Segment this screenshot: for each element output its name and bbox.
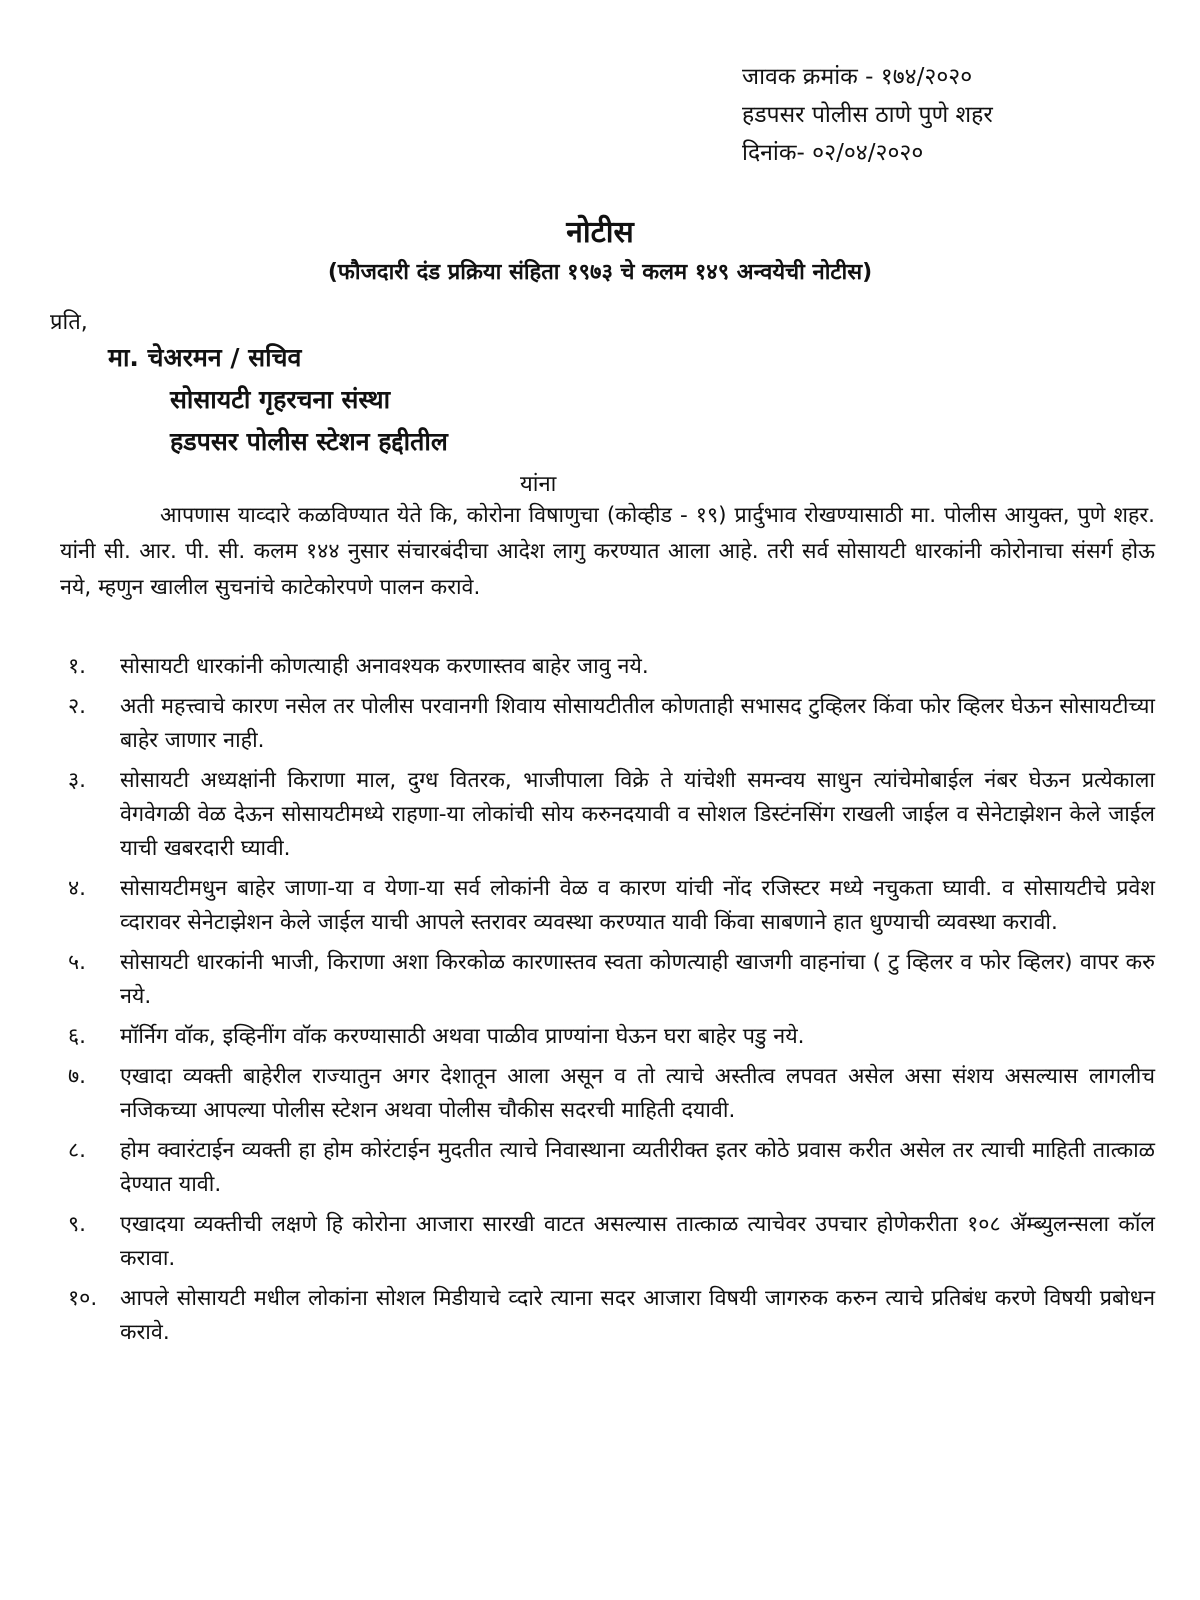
notice-subtitle: (फौजदारी दंड प्रक्रिया संहिता १९७३ चे कलम १४९ अन्वयेची नोटीस) [327, 260, 873, 285]
reference-block [742, 58, 993, 172]
rule-number: ४. [68, 876, 87, 901]
recipient-suffix: यांना [520, 472, 557, 497]
rule-text: एखादया व्यक्तीची लक्षणे हि कोरोना आजारा सारखी वाटत असल्यास तात्काळ त्याचेवर उपचार होणेकरीता १०८ ॲम्ब्युलन्सला कॉल करावा. [120, 1212, 1155, 1271]
police-station: हडपसर पोलीस ठाणे पुणे शहर [742, 102, 993, 128]
rules-list [60, 650, 1155, 1356]
rule-text: सोसायटी धारकांनी कोणत्याही अनावश्यक करणास्तव बाहेर जावु नये. [120, 654, 649, 679]
list-item [60, 946, 1155, 1014]
rule-number: ६. [68, 1024, 87, 1049]
rule-number: १. [68, 654, 87, 679]
rule-text: एखादा व्यक्ती बाहेरील राज्यातुन अगर देशातून आला असून व तो त्याचे अस्तीत्व लपवत असेल असा संशय असल्यास लागलीच नजिकच्या आपल्या पोलीस स्टेशन अथवा पोलीस चौकीस सदरची माहिती दयावी. [120, 1064, 1155, 1123]
rule-number: १०. [68, 1286, 98, 1311]
intro-paragraph: आपणास याव्दारे कळविण्यात येते कि, कोरोना विषाणुचा (कोव्हीड - १९) प्रार्दुभाव रोखण्यासाठी मा. पोलीस आयुक्त, पुणे शहर. यांनी सी. आर. पी. सी. कलम १४४ नुसार संचारबंदीचा आदेश लागु करण्यात आला आहे. तरी सर्व सोसायटी धारकांनी कोरोनाचा संसर्ग होऊ नये, म्हणुन खालील सुचनांचे काटेकोरपणे पालन करावे. [60, 503, 1155, 600]
list-item [60, 872, 1155, 940]
rule-number: ८. [68, 1138, 87, 1163]
recipient-line-1: मा. चेअरमन / सचिव [108, 343, 302, 372]
list-item [60, 764, 1155, 866]
list-item [60, 1020, 1155, 1054]
rule-number: २. [68, 694, 87, 719]
rule-text: सोसायटीमधुन बाहेर जाणा-या व येणा-या सर्व लोकांनी वेळ व कारण यांची नोंद रजिस्टर मध्ये नचुकता घ्यावी. व सोसायटीचे प्रवेश व्दारावर सेनेटाझेशन केले जाईल याची आपले स्तरावर व्यवस्था करण्यात यावी किंवा साबणाने हात धुण्याची व्यवस्था करावी. [120, 876, 1156, 935]
rule-text: आपले सोसायटी मधील लोकांना सोशल मिडीयाचे व्दारे त्याना सदर आजारा विषयी जागरुक करुन त्याचे प्रतिबंध करणे विषयी प्रबोधन करावे. [120, 1286, 1155, 1345]
rule-text: मॉर्निग वॉक, इव्हिनींग वॉक करण्यासाठी अथवा पाळीव प्राण्यांना घेऊन घरा बाहेर पडु नये. [120, 1024, 805, 1049]
list-item [60, 1060, 1155, 1128]
rule-text: सोसायटी धारकांनी भाजी, किराणा अशा किरकोळ कारणास्तव स्वता कोणत्याही खाजगी वाहनांचा ( टु व्हिलर व फोर व्हिलर) वापर करु नये. [120, 950, 1155, 1009]
rule-number: ९. [68, 1212, 87, 1237]
list-item [60, 690, 1155, 758]
notice-title: नोटीस [566, 215, 634, 250]
list-item [60, 1208, 1155, 1276]
rule-text: सोसायटी अध्यक्षांनी किराणा माल, दुग्ध वितरक, भाजीपाला विक्रे ते यांचेशी समन्वय साधुन त्यांचेमोबाईल नंबर घेऊन प्रत्येकाला वेगवेगळी वेळ देऊन सोसायटीमध्ये राहणा-या लोकांची सोय करुनदयावी व सोशल डिस्टंनसिंग राखली जाईल व सेनेटाझेशन केले जाईल याची खबरदारी घ्यावी. [120, 768, 1155, 861]
list-item [60, 1134, 1155, 1202]
rule-number: ७. [68, 1064, 87, 1089]
rule-number: ३. [68, 768, 87, 793]
recipient-label: प्रति, [50, 310, 88, 335]
recipient-line-2: सोसायटी गृहरचना संस्था [170, 385, 391, 414]
rule-number: ५. [68, 950, 87, 975]
recipient-line-3: हडपसर पोलीस स्टेशन हद्दीतील [170, 427, 448, 456]
inward-number: जावक क्रमांक - १७४/२०२० [742, 64, 973, 90]
list-item [60, 650, 1155, 684]
rule-text: होम क्वारंटाईन व्यक्ती हा होम कोरंटाईन मुदतीत त्याचे निवास्थाना व्यतीरीक्त इतर कोठे प्रवास करीत असेल तर त्याची माहिती तात्काळ देण्यात यावी. [120, 1138, 1155, 1197]
notice-date: दिनांक- ०२/०४/२०२० [742, 140, 924, 166]
rule-text: अती महत्त्वाचे कारण नसेल तर पोलीस परवानगी शिवाय सोसायटीतील कोणताही सभासद टुव्हिलर किंवा फोर व्हिलर घेऊन सोसायटीच्या बाहेर जाणार नाही. [120, 694, 1155, 753]
list-item [60, 1282, 1155, 1350]
